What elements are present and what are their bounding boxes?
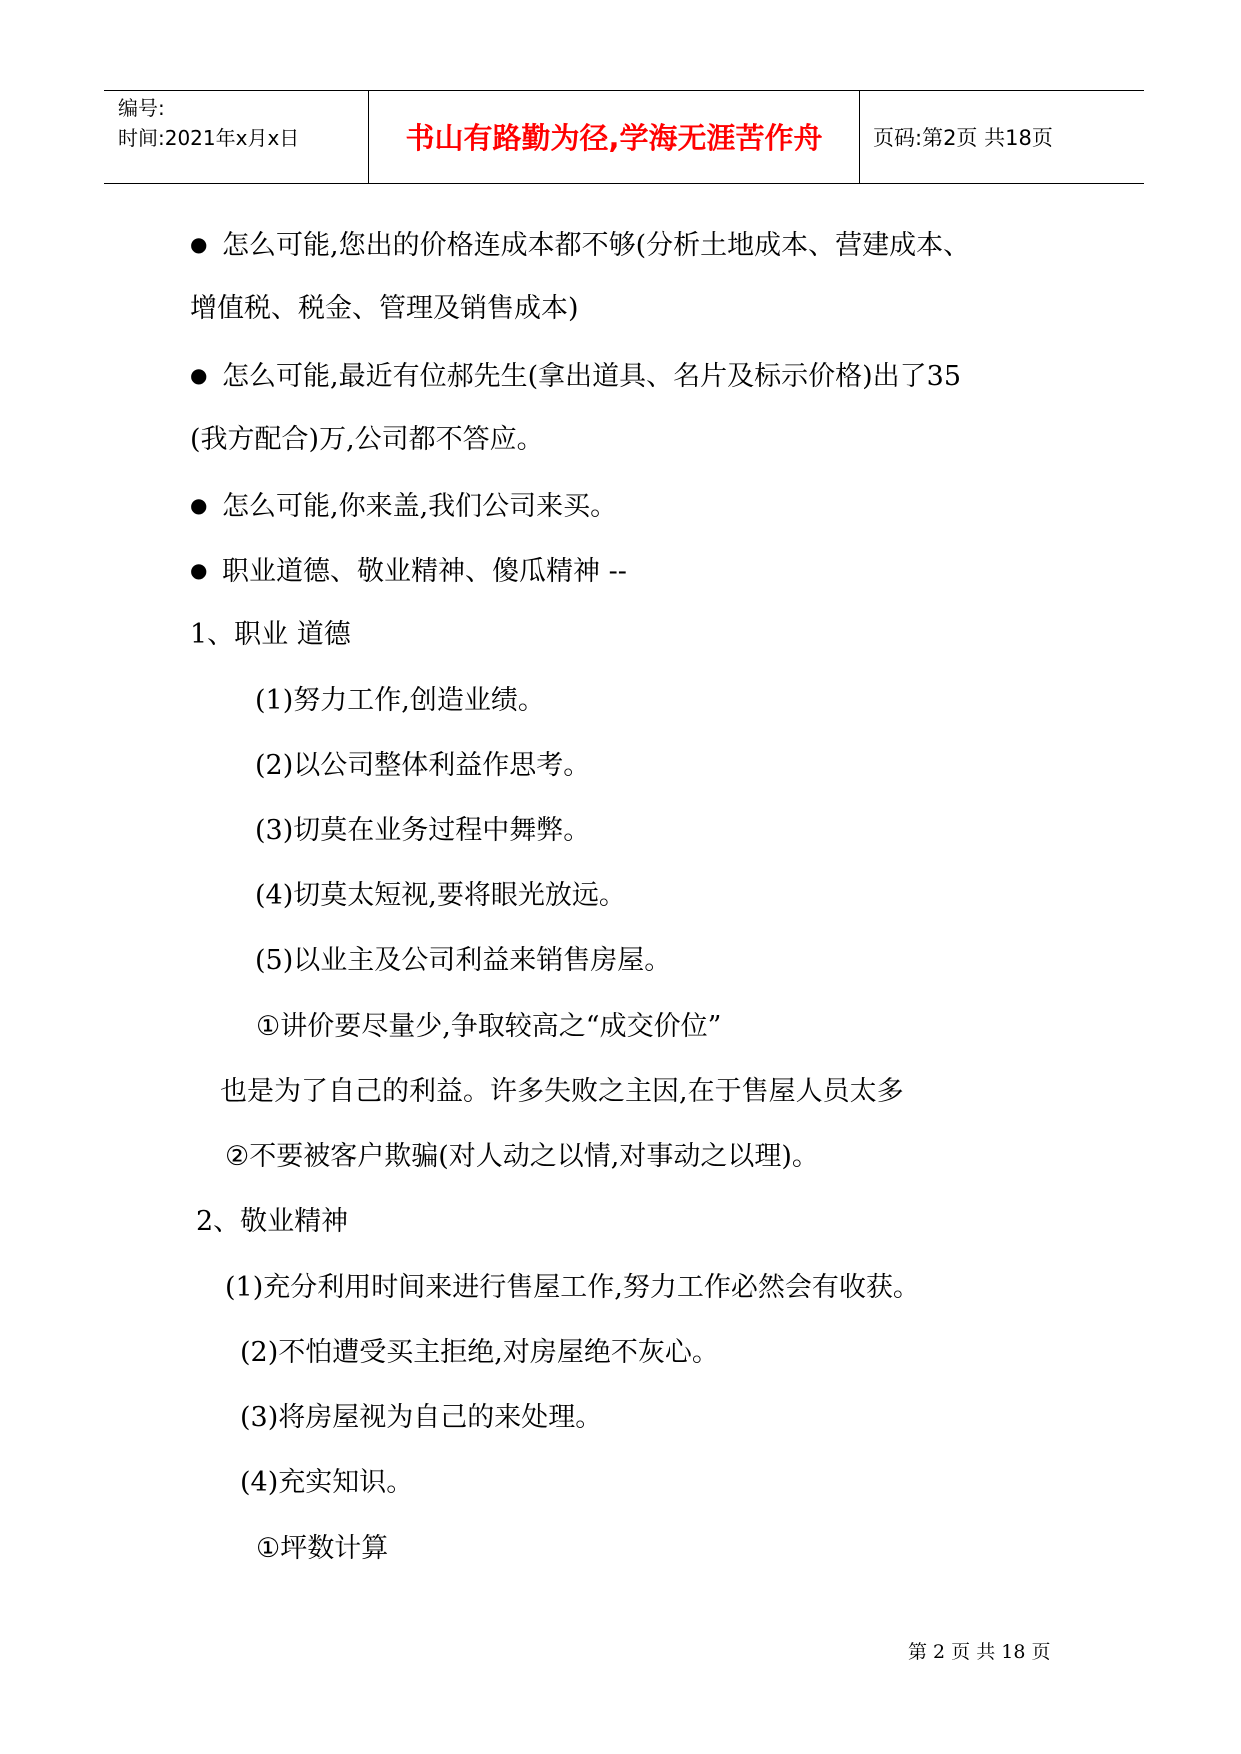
list-item: (3)将房屋视为自己的来处理。 (240, 1402, 603, 1433)
list-item: (1)努力工作,创造业绩。 (255, 685, 545, 716)
line-continuation-1: 增值税、税金、管理及销售成本) (190, 293, 579, 324)
circled-number-1: ① (256, 1533, 281, 1564)
paragraph-line: 也是为了自己的利益。许多失败之主因,在于售屋人员太多 (220, 1076, 904, 1107)
line-text: 职业道德、敬业精神、傻瓜精神 -- (222, 556, 627, 587)
circled-number-1: ① (256, 1011, 281, 1042)
bullet-icon: ● (190, 363, 208, 387)
line-text: 怎么可能,您出的价格连成本都不够(分析土地成本、营建成本、 (222, 230, 971, 261)
list-item: (4)切莫太短视,要将眼光放远。 (255, 880, 626, 911)
line-text: 怎么可能,你来盖,我们公司来买。 (222, 491, 618, 522)
bullet-icon: ● (190, 493, 208, 517)
section-heading-1: 1、职业 道德 (190, 619, 351, 650)
list-item: (1)充分利用时间来进行售屋工作,努力工作必然会有收获。 (225, 1272, 920, 1303)
circled-number-2: ② (225, 1141, 250, 1172)
line-text: 怎么可能,最近有位郝先生(拿出道具、名片及标示价格)出了35 (222, 361, 962, 392)
bullet-line-4 (190, 552, 627, 590)
line-text: 讲价要尽量少,争取较高之“成交价位” (280, 1011, 722, 1042)
line-text: 坪数计算 (280, 1533, 389, 1564)
list-item: (5)以业主及公司利益来销售房屋。 (255, 945, 672, 976)
bullet-line-2 (190, 357, 961, 395)
bullet-line-1 (190, 226, 970, 264)
list-item: (2)以公司整体利益作思考。 (255, 750, 591, 781)
list-item: (4)充实知识。 (240, 1467, 414, 1498)
sub-item-2 (225, 1139, 819, 1175)
line-continuation-2: (我方配合)万,公司都不答应。 (190, 424, 544, 455)
section-heading-2: 2、敬业精神 (196, 1206, 349, 1237)
bullet-icon: ● (190, 232, 208, 256)
header-number: 编号: (118, 96, 165, 120)
sub-item-1 (256, 1009, 721, 1045)
page-footer: 第 2 页 共 18 页 (908, 1641, 1051, 1663)
sub-item-3 (256, 1531, 388, 1567)
bullet-icon: ● (190, 558, 208, 582)
line-text: 不要被客户欺骗(对人动之以情,对事动之以理)。 (249, 1141, 819, 1172)
header-motto: 书山有路勤为径,学海无涯苦作舟 (405, 121, 823, 155)
bullet-line-3 (190, 487, 617, 525)
header-meta (118, 93, 299, 153)
header-page-number: 页码:第2页 共18页 (873, 126, 1053, 150)
header-bottom-rule (104, 183, 1144, 184)
list-item: (2)不怕遭受买主拒绝,对房屋绝不灰心。 (240, 1337, 719, 1368)
header-divider-right (859, 90, 860, 184)
header-time: 时间:2021年x月x日 (118, 126, 300, 150)
list-item: (3)切莫在业务过程中舞弊。 (255, 815, 591, 846)
